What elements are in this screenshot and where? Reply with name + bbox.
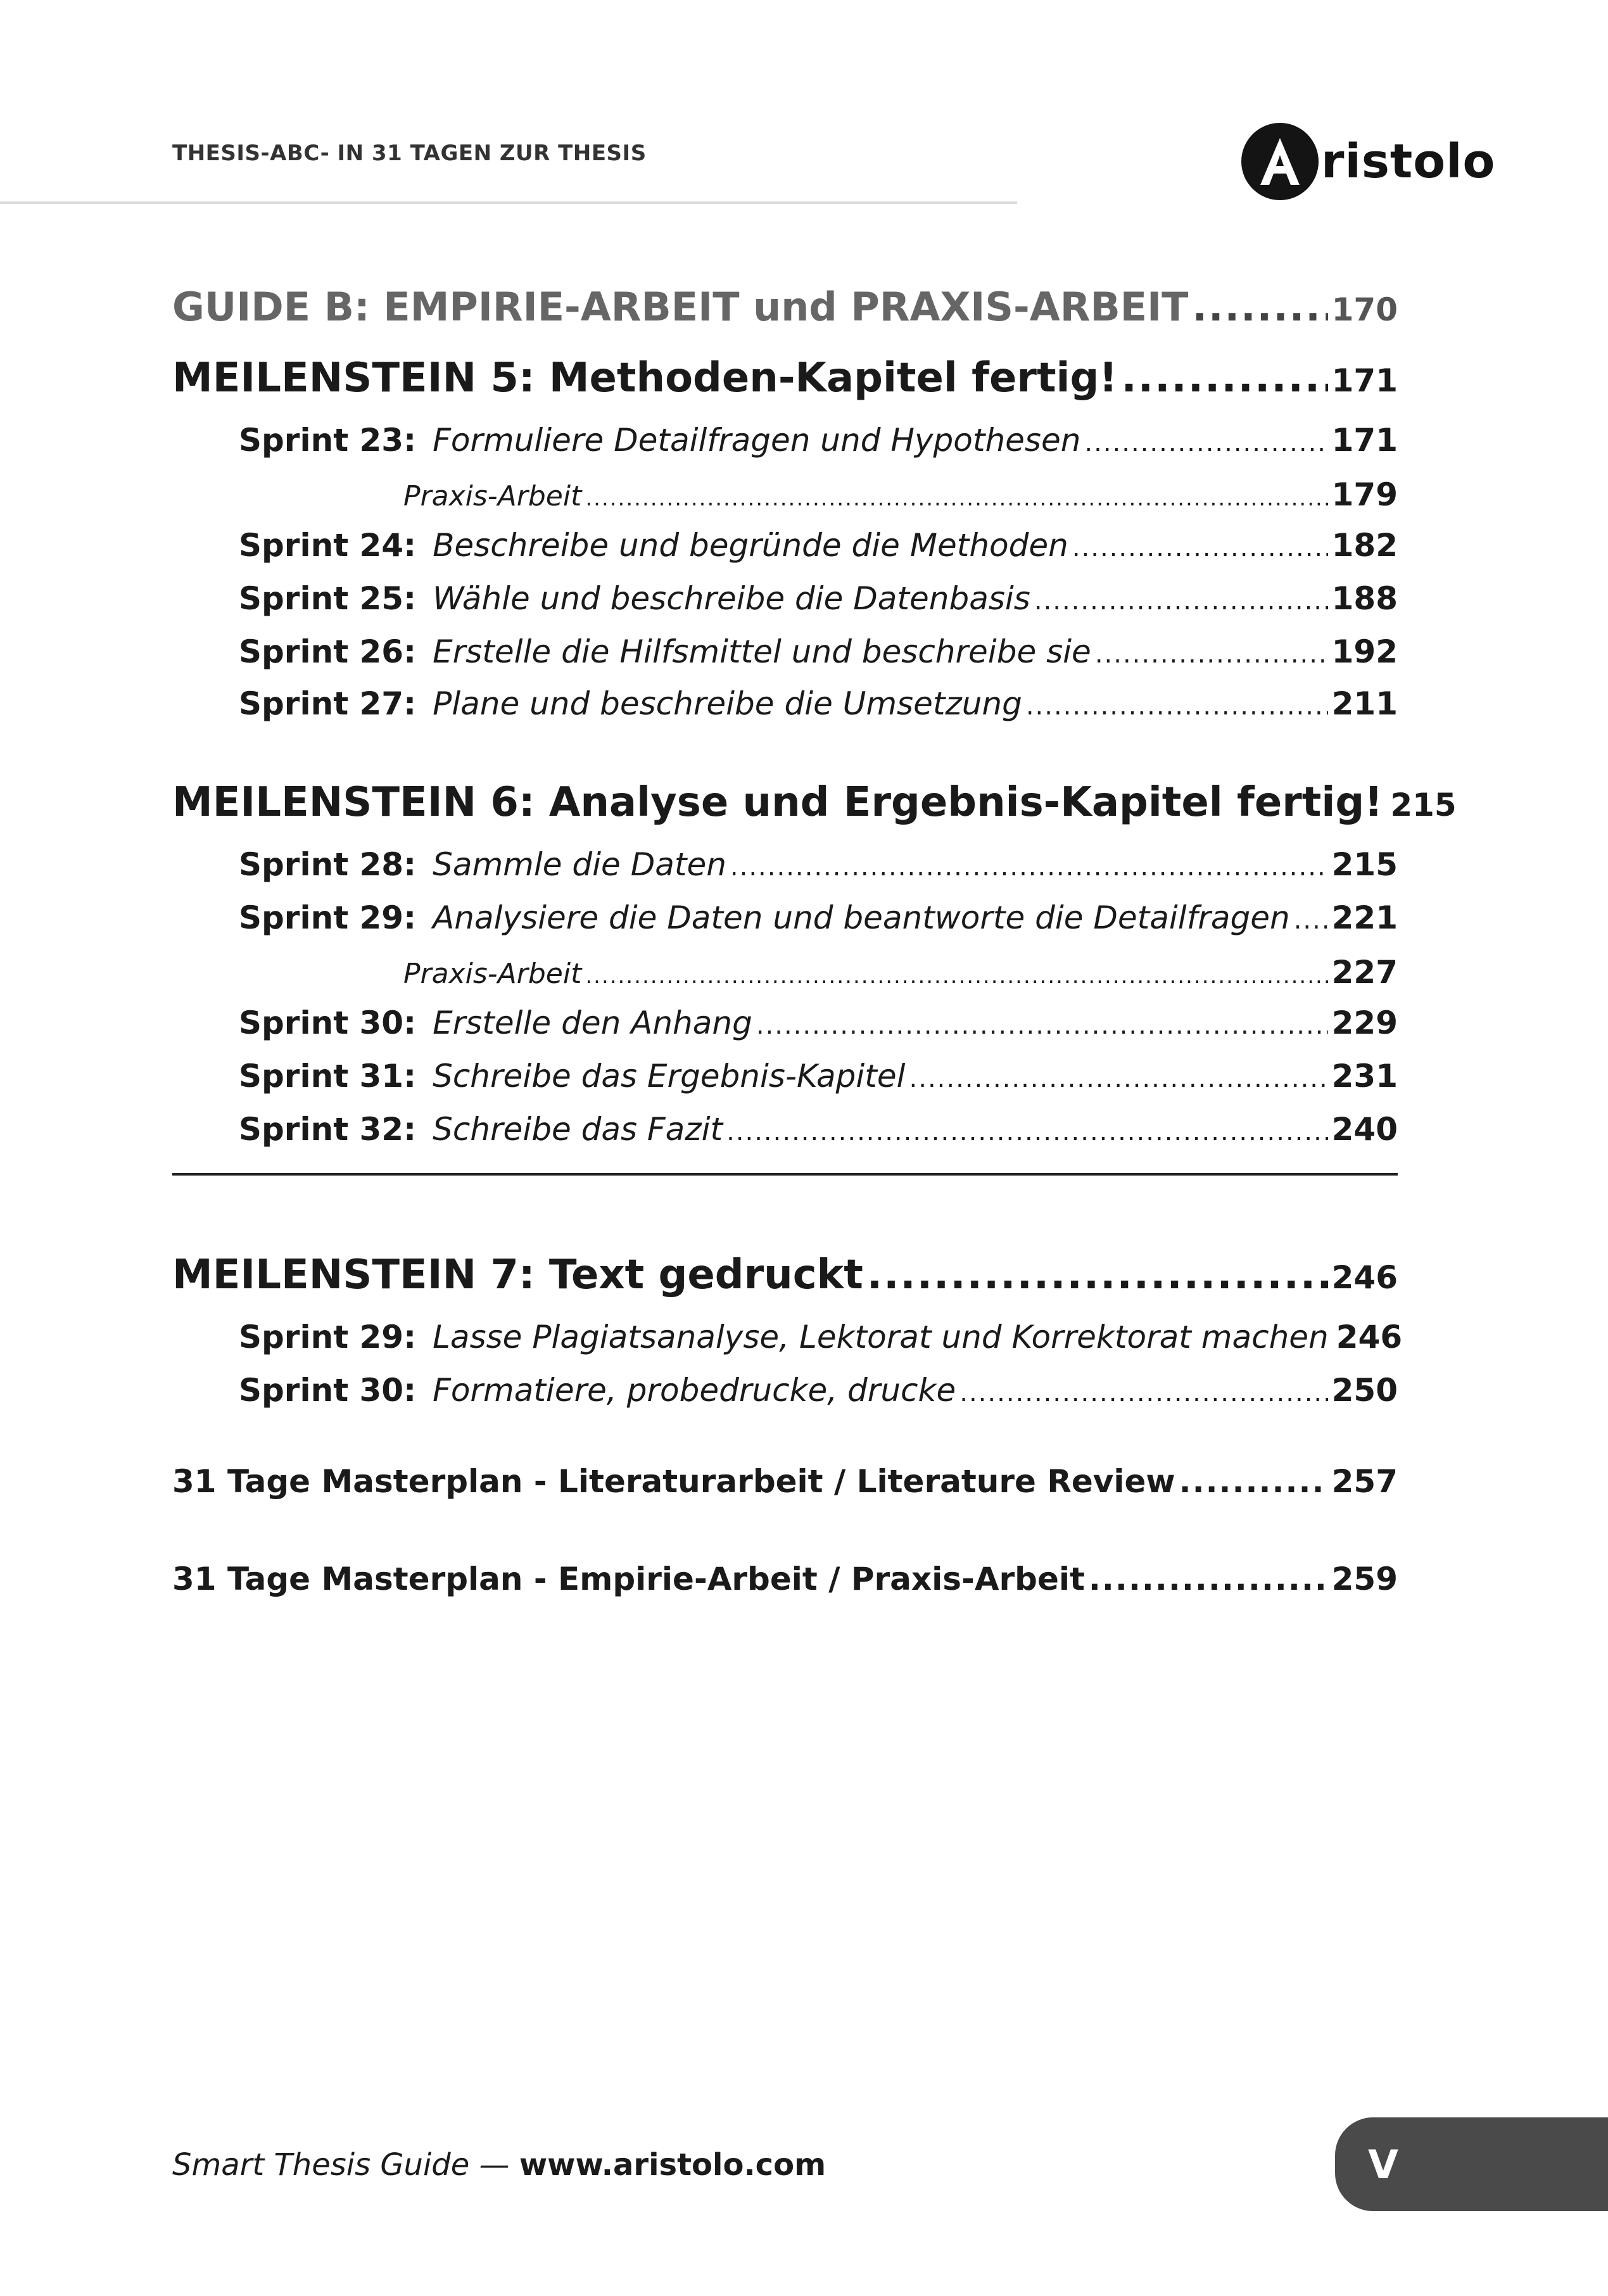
toc-milestone-5-title: MEILENSTEIN 5: Methoden-Kapitel fertig! bbox=[172, 355, 1118, 402]
toc-sprint-23[interactable] bbox=[239, 422, 1398, 459]
dot-leader bbox=[730, 853, 1328, 882]
dot-leader bbox=[1072, 533, 1328, 562]
dot-leader bbox=[1095, 640, 1328, 669]
sprint-title: Beschreibe und begründe die Methoden bbox=[433, 527, 1068, 564]
footer-url-link[interactable]: www.aristolo.com bbox=[519, 2147, 826, 2183]
sprint-page: 171 bbox=[1331, 422, 1398, 459]
footer-publication: Smart Thesis Guide — bbox=[172, 2147, 510, 2183]
sprint-label: Sprint 27: bbox=[239, 685, 417, 722]
toc-milestone-7[interactable] bbox=[172, 1252, 1398, 1298]
toc-milestone-6-title: MEILENSTEIN 6: Analyse und Ergebnis-Kapitel fertig! bbox=[172, 779, 1383, 826]
sprint-title: Plane und beschreibe die Umsetzung bbox=[433, 685, 1022, 722]
toc-milestone-7-title: MEILENSTEIN 7: Text gedruckt bbox=[172, 1252, 863, 1298]
sprint-label: Sprint 30: bbox=[239, 1005, 417, 1041]
sprint-label: Sprint 24: bbox=[239, 527, 417, 564]
toc-m7-sprint-30[interactable] bbox=[239, 1372, 1398, 1409]
sprint-page: 215 bbox=[1331, 846, 1398, 883]
praxis-page: 227 bbox=[1331, 954, 1398, 991]
sprint-page: 231 bbox=[1331, 1058, 1398, 1094]
toc-sprint-27[interactable] bbox=[239, 685, 1398, 722]
dot-leader bbox=[1084, 428, 1327, 457]
sprint-page: 250 bbox=[1331, 1372, 1398, 1409]
sprint-title: Erstelle den Anhang bbox=[433, 1005, 752, 1041]
toc-sprint-31[interactable] bbox=[239, 1058, 1398, 1094]
sprint-title: Formatiere, probedrucke, drucke bbox=[433, 1372, 956, 1409]
toc-sprint-32[interactable] bbox=[239, 1111, 1398, 1148]
sprint-title: Schreibe das Fazit bbox=[433, 1111, 723, 1148]
sprint-page: 211 bbox=[1331, 685, 1398, 722]
sprint-label: Sprint 28: bbox=[239, 846, 417, 883]
dot-leader bbox=[959, 1378, 1327, 1407]
toc-praxis-arbeit-227[interactable] bbox=[403, 954, 1398, 991]
toc-sprint-26[interactable] bbox=[239, 633, 1398, 670]
running-title: THESIS-ABC- IN 31 TAGEN ZUR THESIS bbox=[172, 141, 647, 166]
page-footer bbox=[172, 2147, 826, 2183]
dot-leader bbox=[585, 486, 1327, 511]
sprint-title: Wähle und beschreibe die Datenbasis bbox=[433, 580, 1030, 617]
toc-praxis-arbeit-179[interactable] bbox=[403, 476, 1398, 513]
sprint-title: Schreibe das Ergebnis-Kapitel bbox=[433, 1058, 906, 1094]
toc-guide-b[interactable] bbox=[172, 284, 1398, 330]
dot-leader bbox=[756, 1011, 1328, 1040]
sprint-title: Sammle die Daten bbox=[433, 846, 726, 883]
header-divider bbox=[0, 201, 1017, 204]
sprint-page: 229 bbox=[1331, 1005, 1398, 1041]
praxis-title: Praxis-Arbeit bbox=[403, 958, 582, 990]
sprint-label: Sprint 25: bbox=[239, 580, 417, 617]
sprint-page: 192 bbox=[1331, 633, 1398, 670]
sprint-label: Sprint 32: bbox=[239, 1111, 417, 1148]
toc-masterplan-empirie[interactable] bbox=[172, 1561, 1398, 1597]
page-number: V bbox=[1368, 2141, 1398, 2188]
sprint-title: Analysiere die Daten und beantworte die Detailfragen bbox=[433, 899, 1290, 936]
sprint-label: Sprint 29: bbox=[239, 899, 417, 936]
aristolo-logo bbox=[1241, 122, 1495, 201]
dot-leader bbox=[1026, 692, 1328, 721]
toc-milestone-5-page: 171 bbox=[1331, 362, 1398, 399]
sprint-page: 182 bbox=[1331, 527, 1398, 564]
dot-leader bbox=[1294, 906, 1328, 935]
sprint-page: 240 bbox=[1331, 1111, 1398, 1148]
dot-leader bbox=[726, 1117, 1328, 1146]
toc-sprint-25[interactable] bbox=[239, 580, 1398, 617]
logo-wordmark: ristolo bbox=[1321, 134, 1496, 189]
dot-leader bbox=[1192, 284, 1327, 330]
dot-leader bbox=[1121, 355, 1327, 402]
dot-leader bbox=[867, 1252, 1328, 1298]
sprint-label: Sprint 26: bbox=[239, 633, 417, 670]
dot-leader bbox=[909, 1064, 1328, 1093]
section-divider bbox=[172, 1173, 1398, 1176]
dot-leader bbox=[1034, 587, 1328, 616]
dot-leader bbox=[585, 963, 1327, 989]
praxis-title: Praxis-Arbeit bbox=[403, 480, 582, 512]
sprint-title: Formuliere Detailfragen und Hypothesen bbox=[433, 422, 1081, 459]
sprint-page: 221 bbox=[1331, 899, 1398, 936]
toc-sprint-24[interactable] bbox=[239, 527, 1398, 564]
sprint-label: Sprint 23: bbox=[239, 422, 417, 459]
toc-sprint-30[interactable] bbox=[239, 1005, 1398, 1041]
sprint-title: Erstelle die Hilfsmittel und beschreibe sie bbox=[433, 633, 1091, 670]
masterplan-page: 257 bbox=[1331, 1463, 1398, 1500]
toc-guide-b-page: 170 bbox=[1331, 291, 1398, 328]
sprint-page: 188 bbox=[1331, 580, 1398, 617]
sprint-label: Sprint 30: bbox=[239, 1372, 417, 1409]
sprint-label: Sprint 29: bbox=[239, 1319, 417, 1355]
toc-masterplan-literature[interactable] bbox=[172, 1463, 1398, 1500]
dot-leader bbox=[1089, 1561, 1328, 1597]
dot-leader bbox=[1179, 1463, 1328, 1500]
toc-sprint-29[interactable] bbox=[239, 899, 1398, 936]
logo-a-icon bbox=[1241, 123, 1319, 200]
praxis-page: 179 bbox=[1331, 476, 1398, 513]
sprint-label: Sprint 31: bbox=[239, 1058, 417, 1094]
sprint-title: Lasse Plagiatsanalyse, Lektorat und Korrektorat machen bbox=[433, 1319, 1329, 1355]
page-number-tab bbox=[1335, 2117, 1608, 2211]
toc-milestone-5[interactable] bbox=[172, 355, 1398, 402]
toc-guide-b-title: GUIDE B: EMPIRIE-ARBEIT und PRAXIS-ARBEIT bbox=[172, 284, 1189, 330]
toc-m7-sprint-29[interactable] bbox=[239, 1319, 1403, 1355]
masterplan-title: 31 Tage Masterplan - Literaturarbeit / Literature Review bbox=[172, 1463, 1175, 1500]
toc-sprint-28[interactable] bbox=[239, 846, 1398, 883]
toc-milestone-6[interactable] bbox=[172, 779, 1457, 826]
masterplan-title: 31 Tage Masterplan - Empirie-Arbeit / Praxis-Arbeit bbox=[172, 1561, 1085, 1597]
toc-milestone-6-page: 215 bbox=[1390, 787, 1457, 823]
toc-milestone-7-page: 246 bbox=[1331, 1259, 1398, 1296]
masterplan-page: 259 bbox=[1331, 1561, 1398, 1597]
sprint-page: 246 bbox=[1336, 1319, 1403, 1355]
